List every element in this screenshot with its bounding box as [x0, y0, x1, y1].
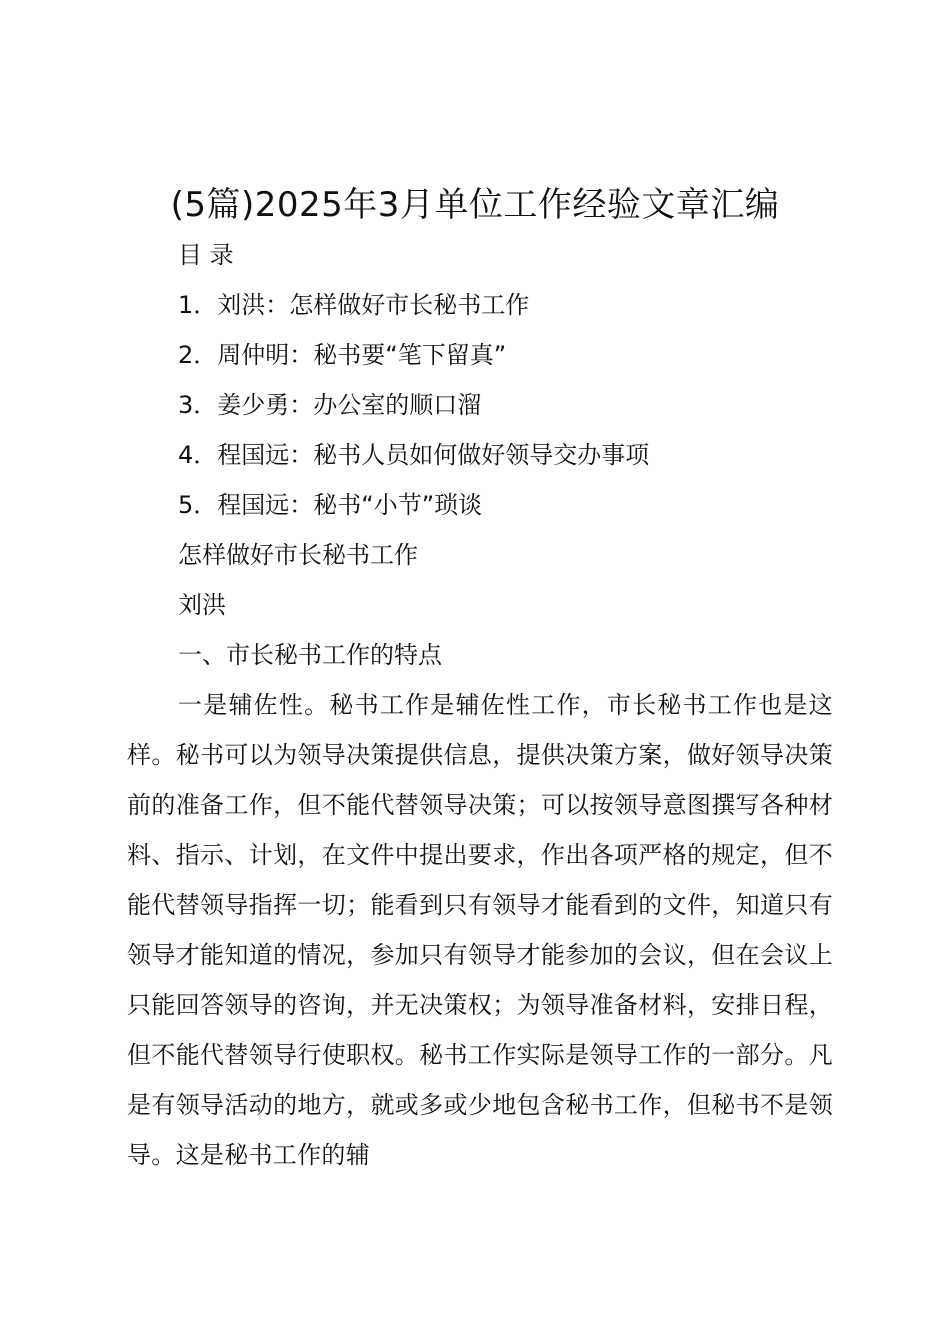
article-author: 刘洪: [178, 591, 226, 619]
toc-item: 5．程国远：秘书“小节”琐谈: [178, 491, 483, 519]
section-heading: 一、市长秘书工作的特点: [178, 641, 442, 669]
body-paragraph: 一是辅佐性。秘书工作是辅佐性工作，市长秘书工作也是这样。秘书可以为领导决策提供信息，提供决策方案，做好领导决策前的准备工作，但不能代替领导决策；可以按领导意图撰写各种材料、指示、计划，在文件中提出要求，作出各项严格的规定，但不能代替领导指挥一切；能看到只有领导才能看到的文件，知道只有领导才能知道的情况，参加只有领导才能参加的会议，但在会议上只能回答领导的咨询，并无决策权；为领导准备材料，安排日程，但不能代替领导行使职权。秘书工作实际是领导工作的一部分。凡是有领导活动的地方，就或多或少地包含秘书工作，但秘书不是领导。这是秘书工作的辅: [127, 691, 833, 1169]
toc-item: 2．周仲明：秘书要“笔下留真”: [178, 341, 507, 369]
table-of-contents: [178, 280, 649, 530]
toc-item: 1．刘洪：怎样做好市长秘书工作: [178, 291, 530, 319]
article-title: 怎样做好市长秘书工作: [178, 541, 418, 569]
toc-heading: 目 录: [178, 241, 234, 269]
toc-item: 3．姜少勇：办公室的顺口溜: [178, 391, 482, 419]
toc-item: 4．程国远：秘书人员如何做好领导交办事项: [178, 441, 650, 469]
document-title: (5篇)2025年3月单位工作经验文章汇编: [170, 185, 780, 225]
